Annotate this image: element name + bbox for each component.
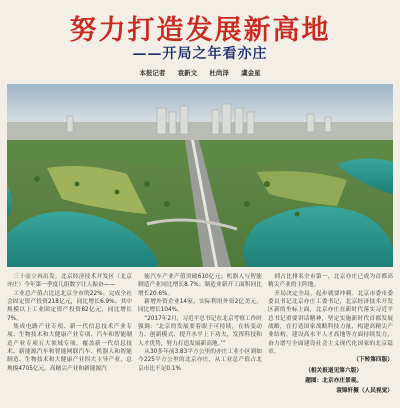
byline-label: 本报记者	[139, 69, 166, 77]
byline	[0, 68, 400, 77]
paragraph: 新增外资企业14家，实际利用外资2亿美元，同比增长104%。	[138, 299, 262, 314]
aerial-photo	[7, 84, 393, 267]
paragraph: 开局决定全局，起步就要冲刺。北京市委市委委员书记北京亦庄工委书记，北京经济技术开发区新的坐标上面，北京亦庄在新时代落实习近平总书记重要讲话精神，坚定实施新时代首都发展战略，在打造国家战略科技力量、构建高精尖产业结构，建设高水平人才高地等方面持续发力，奋力谱写全面建设社会主义现代化国家的北京篇章。	[268, 290, 393, 356]
paragraph: 到占比排名全市第一，北京亦庄已成为首都高精尖产业的主阵地。	[268, 274, 393, 289]
paragraph: 三十而立再出发。北京经济技术开发区（北京亦庄）今年第一季度几组数字让人振奋——	[7, 274, 132, 289]
byline-reporter: 袁新文	[177, 69, 198, 77]
aerial-photo-illustration	[7, 84, 393, 267]
article-column-2	[138, 273, 262, 406]
continued-note: （下转第四版）	[353, 357, 393, 364]
headline: 努力打造发展新高地	[69, 15, 331, 46]
paragraph: 集成电路产业专项、新一代信息技术产业专项、生物技术和大健康产业专项、汽车和智能制造产业专项五大领域专项，覆盖新一代信息技术、新能源汽车和智能网联汽车、机器人和智能制造、生物技术和大健康产业四大主导产业，总规模4705亿元。高精尖产业和新能源汽	[7, 324, 132, 372]
article-column-1	[7, 273, 132, 406]
paragraph: 从30多年前3.83平方公里的亦庄工业小区到如今225平方公里的北京亦庄，从工业总产值占北京市比不足0.1%	[138, 349, 262, 372]
photo-credit: 袁锦轩摄（人民视觉）	[336, 388, 393, 395]
byline-reporter: 虞金星	[241, 69, 261, 77]
paragraph: “2017年2月，习近平总书记在北京考察工作时强调：‘北京的发展要着眼于可持续，在转变动力、创新模式、提升水平上下功夫，发挥科技和人才优势，努力打造发展新高地。’”	[138, 315, 262, 347]
paragraph: 能汽车产业产值突破610亿元；机器人与智能制造产业同比增长8.7%；制造业新开工面积同比增长20.6%。	[138, 274, 262, 297]
photo-caption: 题图：北京亦庄景观。	[305, 378, 363, 385]
byline-reporter: 杜尚泽	[209, 69, 229, 77]
article-column-3	[268, 273, 393, 406]
subheadline: ——开局之年看亦庄	[132, 46, 268, 62]
related-report-note: （相关报道见第六版）	[305, 367, 363, 374]
paragraph: 工业总产值占比达北京全市的22%。完成全社会固定资产投资218亿元，同比增长6.9%；其中规模以上工业固定资产投资82亿元，同比增长7%。	[7, 290, 132, 322]
